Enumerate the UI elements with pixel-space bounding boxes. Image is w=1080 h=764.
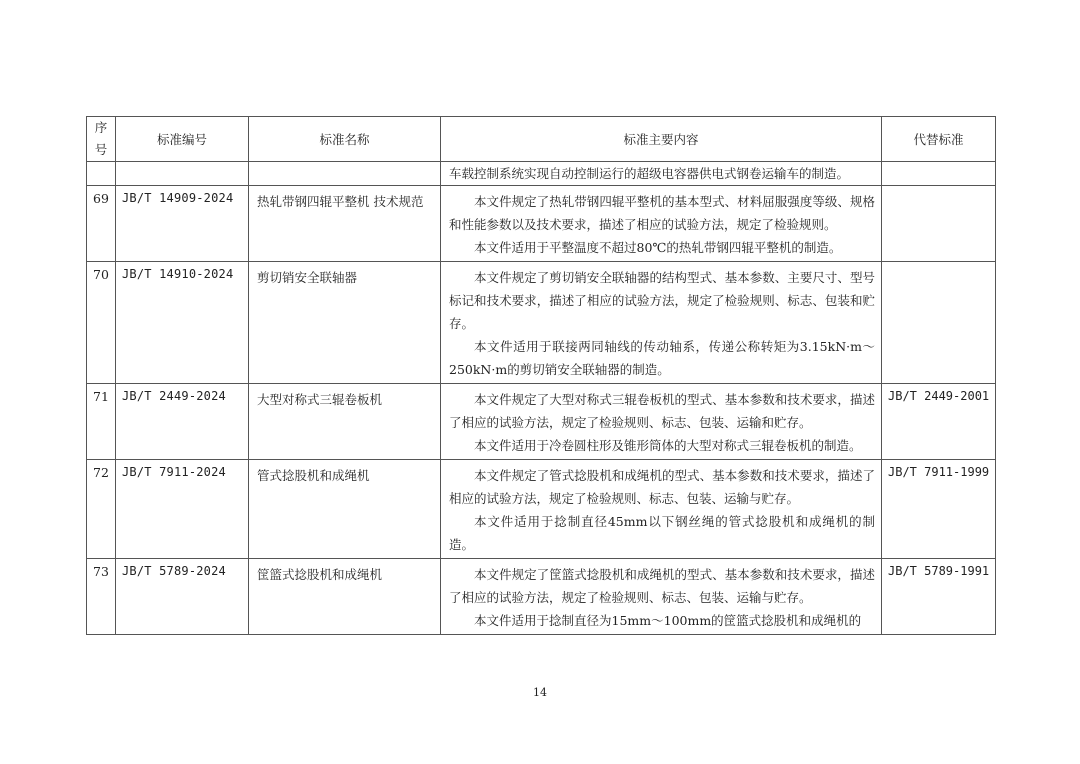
cell-code: JB/T 5789-2024 xyxy=(116,559,249,635)
cell-content xyxy=(441,559,882,635)
cell-num: 73 xyxy=(87,559,116,635)
cell-num: 69 xyxy=(87,186,116,262)
cell-code xyxy=(116,162,249,186)
cell-code: JB/T 14909-2024 xyxy=(116,186,249,262)
cell-name: 筐篮式捻股机和成绳机 xyxy=(249,559,441,635)
header-seq-line1: 序 xyxy=(94,120,108,135)
content-paragraph: 本文件规定了筐篮式捻股机和成绳机的型式、基本参数和技术要求，描述了相应的试验方法，规定了检验规则、标志、包装、运输与贮存。 xyxy=(449,567,875,605)
content-paragraph: 本文件规定了大型对称式三辊卷板机的型式、基本参数和技术要求，描述了相应的试验方法，规定了检验规则、标志、包装、运输和贮存。 xyxy=(449,392,875,430)
content-continuation: 车载控制系统实现自动控制运行的超级电容器供电式钢卷运输车的制造。 xyxy=(449,166,850,181)
content-paragraph: 本文件规定了热轧带钢四辊平整机的基本型式、材料屈服强度等级、规格和性能参数以及技术要求，描述了相应的试验方法，规定了检验规则。 xyxy=(449,194,875,232)
header-seq xyxy=(87,117,116,162)
content-paragraph: 本文件适用于冷卷圆柱形及锥形筒体的大型对称式三辊卷板机的制造。 xyxy=(474,438,862,453)
table-row xyxy=(87,186,996,262)
cell-code: JB/T 2449-2024 xyxy=(116,384,249,460)
cell-code: JB/T 7911-2024 xyxy=(116,460,249,559)
cell-replaces xyxy=(882,186,996,262)
content-paragraph: 本文件规定了剪切销安全联轴器的结构型式、基本参数、主要尺寸、型号标记和技术要求，描述了相应的试验方法，规定了检验规则、标志、包装和贮存。 xyxy=(449,270,875,331)
table-row xyxy=(87,460,996,559)
header-code: 标准编号 xyxy=(116,117,249,162)
header-name: 标准名称 xyxy=(249,117,441,162)
content-paragraph: 本文件适用于平整温度不超过80℃的热轧带钢四辊平整机的制造。 xyxy=(474,240,842,255)
cell-num: 72 xyxy=(87,460,116,559)
cell-content xyxy=(441,262,882,384)
cell-replaces xyxy=(882,262,996,384)
cell-num: 70 xyxy=(87,262,116,384)
cell-name: 大型对称式三辊卷板机 xyxy=(249,384,441,460)
content-paragraph: 本文件适用于联接两同轴线的传动轴系，传递公称转矩为3.15kN·m～250kN·m的剪切销安全联轴器的制造。 xyxy=(449,339,875,377)
content-paragraph: 本文件适用于捻制直径为15mm～100mm的筐篮式捻股机和成绳机的 xyxy=(474,613,862,628)
cell-name: 管式捻股机和成绳机 xyxy=(249,460,441,559)
page-number: 14 xyxy=(533,686,547,699)
cell-name xyxy=(249,162,441,186)
header-replaces: 代替标准 xyxy=(882,117,996,162)
table-row xyxy=(87,559,996,635)
content-paragraph: 本文件适用于捻制直径45mm以下钢丝绳的管式捻股机和成绳机的制造。 xyxy=(449,514,875,552)
cell-content xyxy=(441,460,882,559)
standards-table xyxy=(86,116,996,635)
header-seq-line2: 号 xyxy=(94,142,108,157)
cell-replaces: JB/T 7911-1999 xyxy=(882,460,996,559)
cell-replaces xyxy=(882,162,996,186)
cell-code: JB/T 14910-2024 xyxy=(116,262,249,384)
cell-content xyxy=(441,384,882,460)
cell-replaces: JB/T 5789-1991 xyxy=(882,559,996,635)
cell-num: 71 xyxy=(87,384,116,460)
table-row xyxy=(87,262,996,384)
content-paragraph: 本文件规定了管式捻股机和成绳机的型式、基本参数和技术要求，描述了相应的试验方法，规定了检验规则、标志、包装、运输与贮存。 xyxy=(449,468,875,506)
table-header-row xyxy=(87,117,996,162)
header-content: 标准主要内容 xyxy=(441,117,882,162)
cell-replaces: JB/T 2449-2001 xyxy=(882,384,996,460)
cell-content xyxy=(441,162,882,186)
cell-name: 热轧带钢四辊平整机 技术规范 xyxy=(249,186,441,262)
cell-content xyxy=(441,186,882,262)
cell-name: 剪切销安全联轴器 xyxy=(249,262,441,384)
table-row-continuation xyxy=(87,162,996,186)
cell-num xyxy=(87,162,116,186)
table-row xyxy=(87,384,996,460)
